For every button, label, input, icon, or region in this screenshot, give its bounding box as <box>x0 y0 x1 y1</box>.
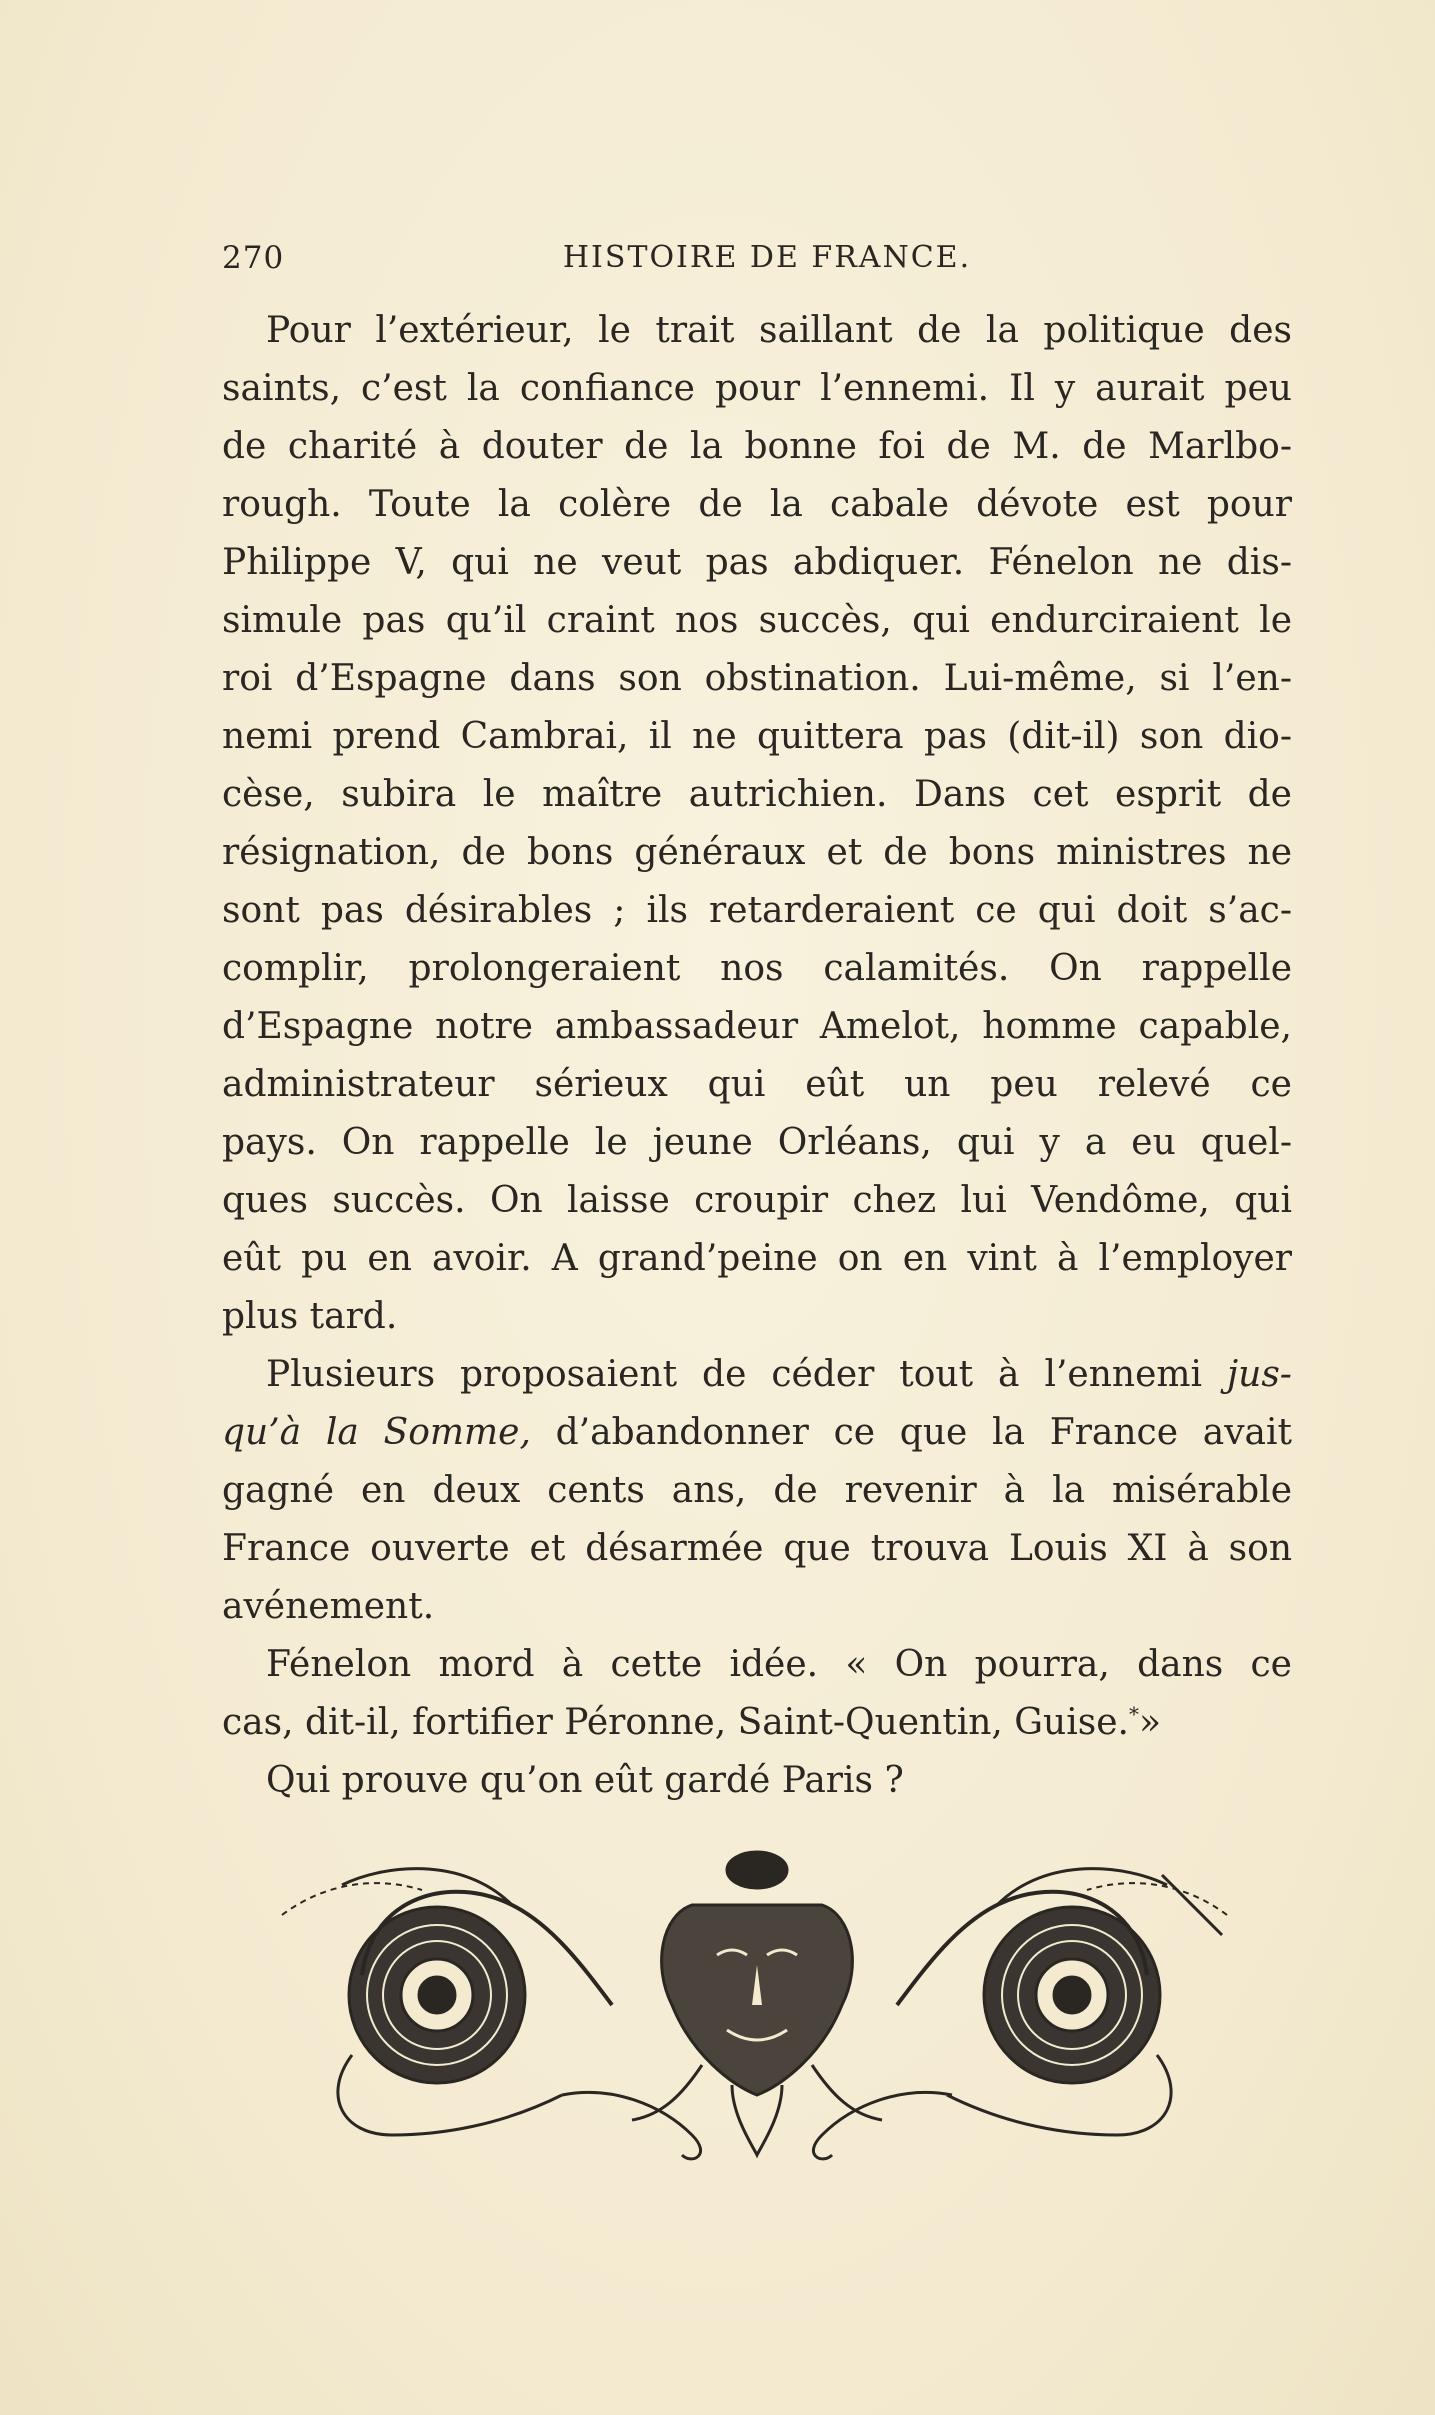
running-title: HISTOIRE DE FRANCE. <box>562 240 972 275</box>
text-line: gagné en deux cents ans, de revenir à la misérable <box>222 1470 1292 1511</box>
text-line: nemi prend Cambrai, il ne quittera pas (dit-il) son dio- <box>222 716 1292 757</box>
text-line: Pour l’extérieur, le trait saillant de la politique des <box>266 310 1292 351</box>
text-line: pays. On rappelle le jeune Orléans, qui y a eu quel- <box>222 1122 1292 1163</box>
text-line: France ouverte et désarmée que trouva Louis XI à son <box>222 1528 1292 1569</box>
text-line: complir, prolongeraient nos calamités. On rappelle <box>222 948 1292 989</box>
text-line: Qui prouve qu’on eût gardé Paris ? <box>266 1760 904 1801</box>
italic-span: jus- <box>1226 1354 1292 1395</box>
text-line: administrateur sérieux qui eût un peu relevé ce <box>222 1064 1292 1105</box>
closing-quote: » <box>1138 1702 1162 1743</box>
page-number: 270 <box>222 240 285 276</box>
central-mask-ornament <box>562 1852 952 2159</box>
text-line <box>222 1694 1292 1752</box>
text-line: sont pas désirables ; ils retarderaient ce qui doit s’ac- <box>222 890 1292 931</box>
text-line: simule pas qu’il craint nos succès, qui endurciraient le <box>222 600 1292 641</box>
text-span: Plusieurs proposaient de céder tout à l’ennemi <box>266 1354 1203 1395</box>
text-span: cas, dit-il, fortifier Péronne, Saint-Quentin, Guise. <box>222 1702 1129 1743</box>
text-line: résignation, de bons généraux et de bons ministres ne <box>222 832 1292 873</box>
ornament-tailpiece <box>262 1835 1252 2165</box>
text-line: saints, c’est la confiance pour l’ennemi. Il y aurait peu <box>222 368 1292 409</box>
text-span: d’abandonner ce que la France avait <box>555 1412 1292 1453</box>
text-line: cèse, subira le maître autrichien. Dans cet esprit de <box>222 774 1292 815</box>
text-line: Fénelon mord à cette idée. « On pourra, dans ce <box>266 1644 1292 1685</box>
text-line: roi d’Espagne dans son obstination. Lui-même, si l’en- <box>222 658 1292 699</box>
text-line: rough. Toute la colère de la cabale dévote est pour <box>222 484 1292 525</box>
text-line: ques succès. On laisse croupir chez lui Vendôme, qui <box>222 1180 1292 1221</box>
text-line: eût pu en avoir. A grand’peine on en vint à l’employer <box>222 1238 1292 1279</box>
text-line: de charité à douter de la bonne foi de M. de Marlbo- <box>222 426 1292 467</box>
text-line <box>222 1404 1292 1462</box>
text-line: Philippe V, qui ne veut pas abdiquer. Fénelon ne dis- <box>222 542 1292 583</box>
page-header <box>222 240 1292 290</box>
text-line <box>222 1346 1292 1404</box>
text-line: avénement. <box>222 1586 435 1627</box>
italic-span: qu’à la Somme, <box>222 1412 531 1453</box>
footnote-mark: * <box>1128 1702 1139 1726</box>
text-line: plus tard. <box>222 1296 398 1337</box>
body-text <box>222 302 1292 1810</box>
text-line: d’Espagne notre ambassadeur Amelot, homme capable, <box>222 1006 1292 1047</box>
